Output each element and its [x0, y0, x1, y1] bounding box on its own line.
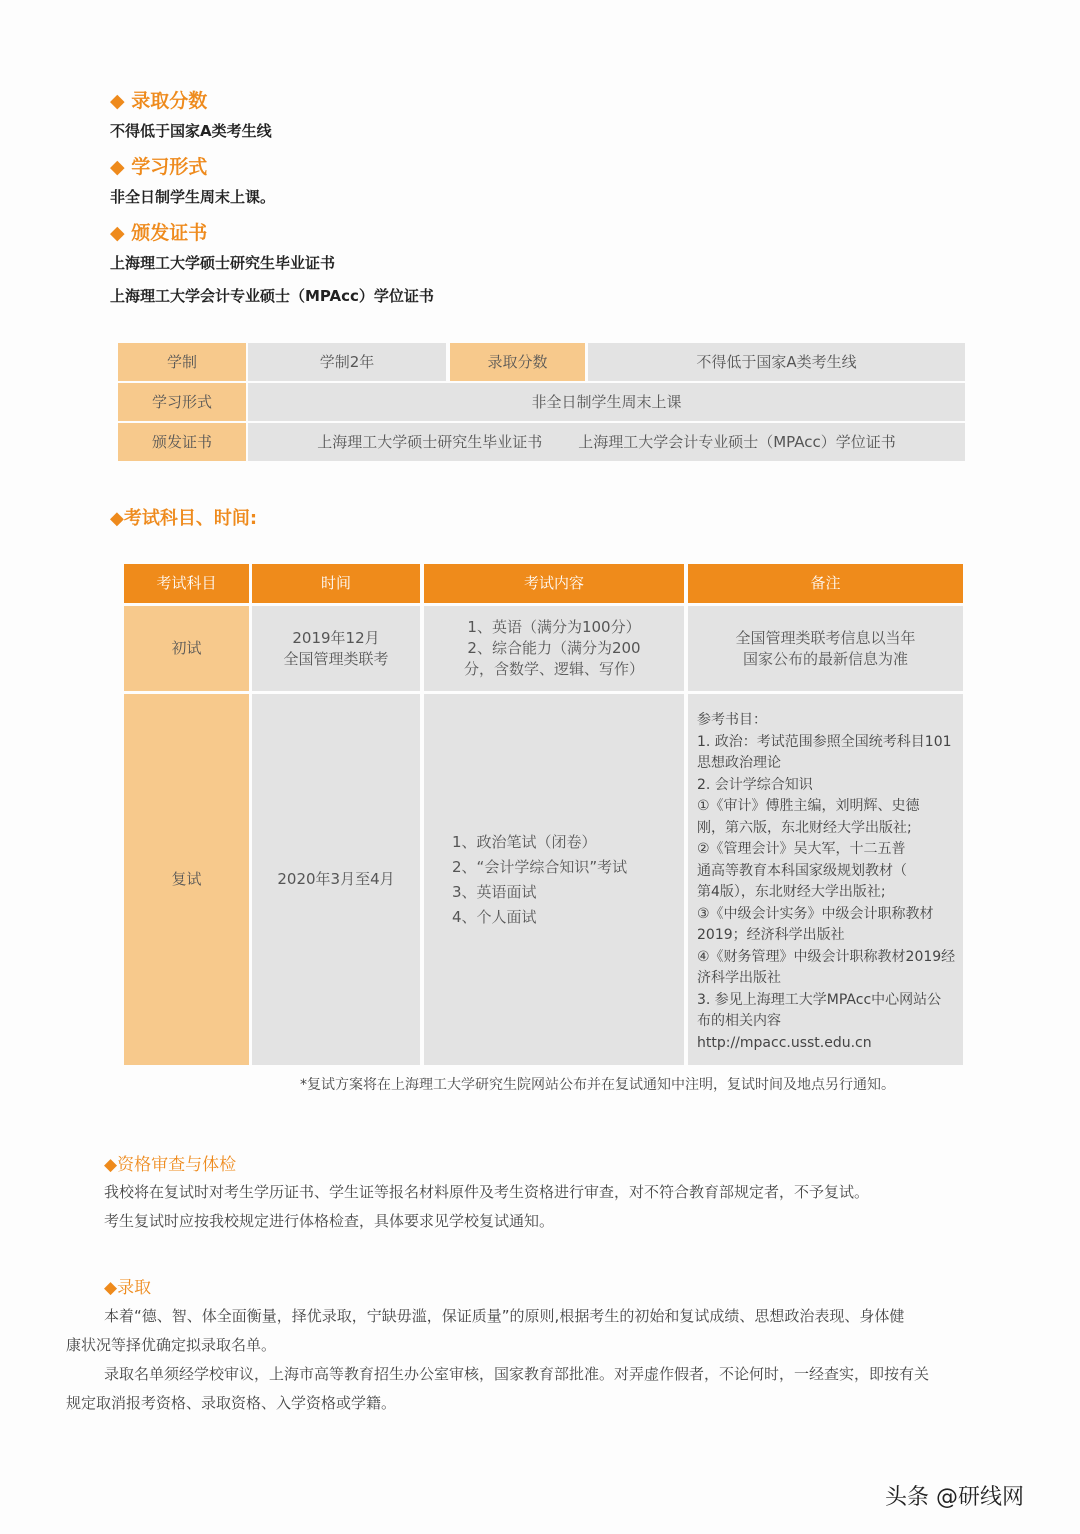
cell-value: 不得低于国家A类考生线 [588, 343, 965, 381]
reference-line: http://mpacc.usst.edu.cn [697, 1034, 872, 1051]
admission-text [66, 1302, 1026, 1418]
reference-line: ①《审计》傅胜主编，刘明辉、史德 [697, 798, 920, 814]
content-line: 3、英语面试 [452, 882, 537, 901]
prelim-content [424, 606, 684, 691]
reference-line: 思想政治理论 [697, 755, 781, 771]
header-time: 时间 [252, 564, 420, 603]
section-title-admission-score: ◆ 录取分数 [110, 90, 208, 112]
paragraph-line: 本着“德、智、体全面衡量，择优录取，宁缺毋滥，保证质量”的原则,根据考生的初始和复试成绩、思想政治表现、身体健 [104, 1307, 905, 1325]
paragraph-line: 录取名单须经学校审议，上海市高等教育招生办公室审核，国家教育部批准。对弄虚作假者，不论何时，一经查实，即按有关 [104, 1365, 930, 1383]
reference-line: 3. 参见上海理工大学MPAcc中心网站公 [697, 991, 942, 1008]
certificate-line: 上海理工大学硕士研究生毕业证书 [110, 254, 336, 272]
cell-value: 学制2年 [248, 343, 446, 381]
footnote: *复试方案将在上海理工大学研究生院网站公布并在复试通知中注明，复试时间及地点另行通知。 [300, 1077, 895, 1093]
reference-line: 通高等教育本科国家级规划教材（ [697, 862, 907, 879]
time-line: 2019年12月 [292, 628, 380, 647]
header-subject: 考试科目 [124, 564, 249, 603]
header-note: 备注 [688, 564, 963, 603]
content-line: 2、“会计学综合知识”考试 [452, 857, 628, 876]
content-line: 4、个人面试 [452, 907, 537, 926]
paragraph-line: 康状况等择优确定拟录取名单。 [66, 1336, 277, 1354]
paragraph-line: 考生复试时应按我校规定进行体格检查，具体要求见学校复试通知。 [104, 1212, 555, 1230]
header-content: 考试内容 [424, 564, 684, 603]
note-line: 国家公布的最新信息为准 [742, 649, 908, 668]
reference-line: ③《中级会计实务》中级会计职称教材 [697, 905, 934, 922]
content-line: 分，含数学、逻辑、写作） [463, 660, 644, 678]
certificate-2: 上海理工大学会计专业硕士（MPAcc）学位证书 [578, 432, 896, 451]
section-title-certificate: ◆ 颁发证书 [110, 222, 208, 244]
reference-line: 刚，第六版，东北财经大学出版社; [697, 819, 912, 836]
cell-label: 颁发证书 [118, 423, 246, 461]
reference-line: ②《管理会计》吴大军，十二五普 [697, 841, 906, 857]
prelim-note [688, 606, 963, 691]
reference-line: 2019；经济科学出版社 [697, 927, 845, 943]
prelim-time [252, 606, 420, 691]
qualification-text [104, 1178, 869, 1236]
reference-line: ④《财务管理》中级会计职称教材2019经 [697, 948, 956, 965]
content-line: 2、综合能力（满分为200 [467, 639, 641, 657]
certificate-line: 上海理工大学会计专业硕士（MPAcc）学位证书 [110, 287, 434, 305]
cell-value [248, 423, 965, 461]
reference-line: 1. 政治：考试范围参照全国统考科目101 [697, 733, 952, 750]
cell-label: 学习形式 [118, 383, 246, 421]
qualification-title: ◆资格审查与体检 [104, 1155, 237, 1175]
cell-value: 非全日制学生周末上课 [248, 383, 965, 421]
content-line: 1、政治笔试（闭卷） [452, 832, 597, 851]
retest-time: 2020年3月至4月 [252, 694, 420, 1065]
section-title-study-mode: ◆ 学习形式 [110, 156, 208, 178]
reference-line: 第4版），东北财经大学出版社; [697, 884, 886, 900]
time-line: 全国管理类联考 [283, 649, 389, 668]
retest-content [424, 694, 684, 1065]
reference-line: 参考书目： [697, 712, 767, 728]
paragraph-line: 我校将在复试时对考生学历证书、学生证等报名材料原件及考生资格进行审查，对不符合教育部规定者，不予复试。 [104, 1183, 870, 1201]
study-mode-text: 非全日制学生周末上课。 [110, 188, 276, 206]
content-line: 1、英语（满分为100分） [467, 618, 641, 636]
exam-title: ◆考试科目、时间: [110, 508, 258, 529]
retest-subject: 复试 [124, 694, 249, 1065]
reference-line: 2. 会计学综合知识 [697, 776, 813, 793]
note-line: 全国管理类联考信息以当年 [735, 628, 916, 647]
reference-line: 济科学出版社 [697, 970, 781, 986]
certificate-1: 上海理工大学硕士研究生毕业证书 [317, 432, 543, 451]
paragraph-line: 规定取消报考资格、录取资格、入学资格或学籍。 [66, 1394, 397, 1412]
cell-label: 学制 [118, 343, 246, 381]
reference-books [697, 710, 955, 1054]
admission-score-text: 不得低于国家A类考生线 [110, 122, 272, 140]
cell-label: 录取分数 [450, 343, 585, 381]
watermark: 头条 @研线网 [885, 1485, 1024, 1510]
prelim-subject: 初试 [124, 606, 249, 691]
reference-line: 布的相关内容 [697, 1013, 781, 1029]
admission-title: ◆录取 [104, 1278, 152, 1298]
